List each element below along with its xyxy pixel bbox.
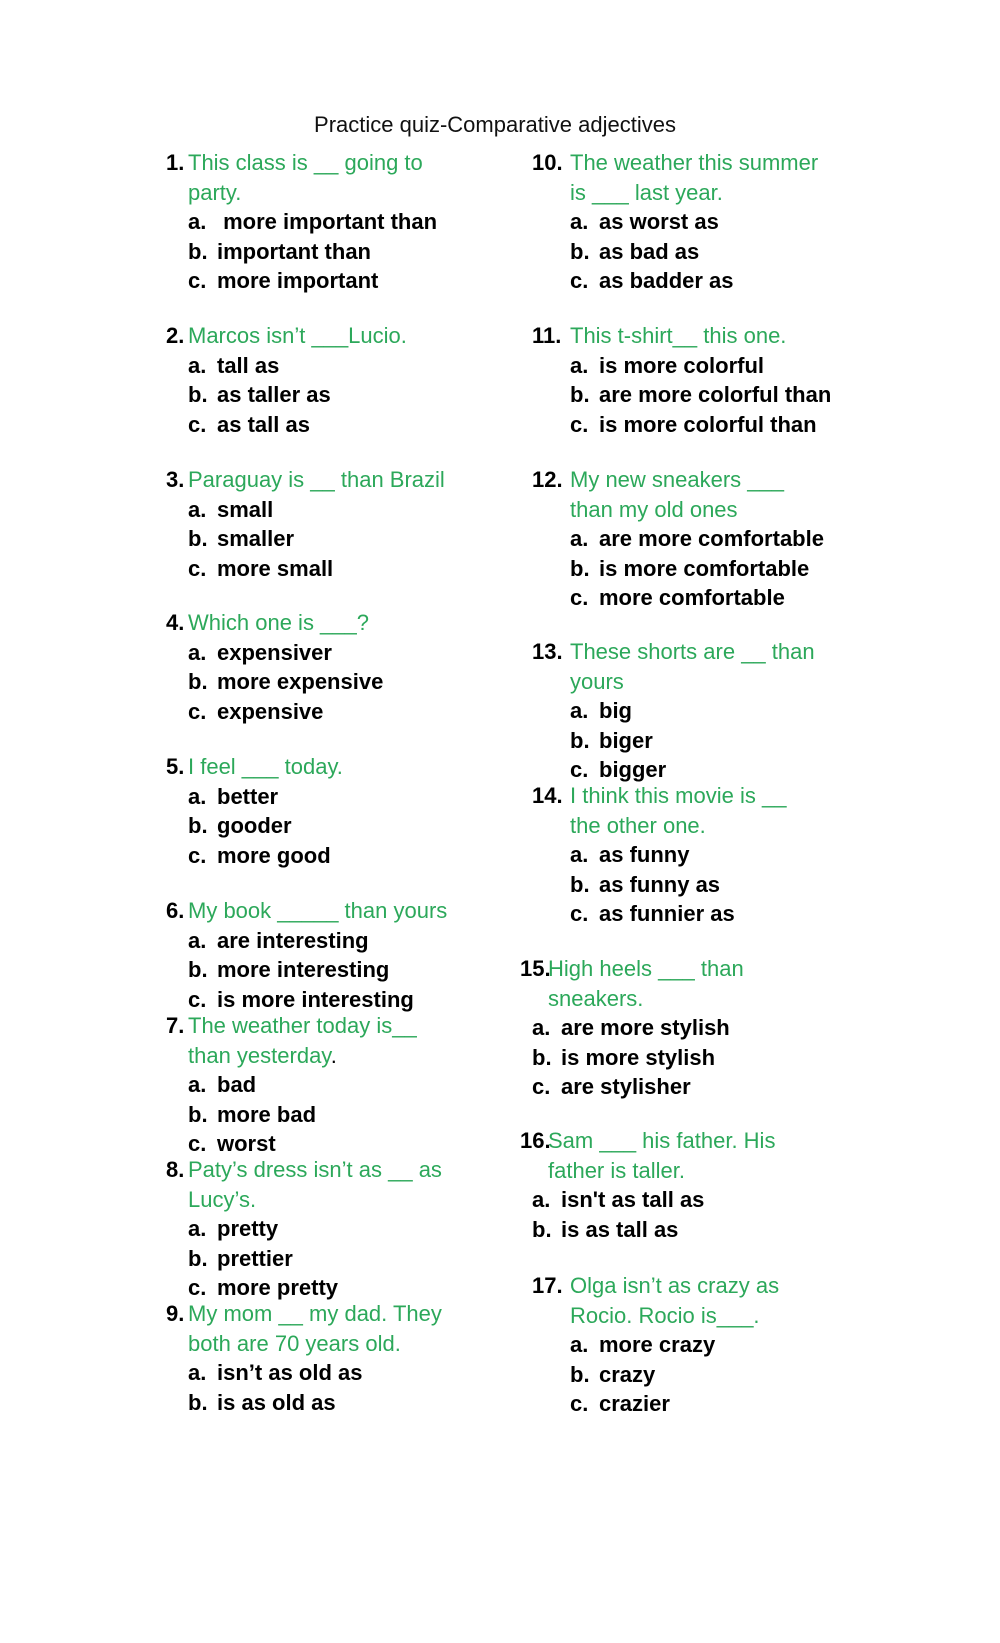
question-14 bbox=[532, 781, 786, 929]
question-number: 10. bbox=[532, 150, 563, 175]
option-text: bigger bbox=[599, 757, 667, 782]
question-stem-line bbox=[166, 608, 383, 638]
option-text: is as old as bbox=[217, 1389, 336, 1415]
option-text: gooder bbox=[217, 813, 292, 838]
question-stem-line bbox=[166, 1329, 442, 1359]
option-letter: c. bbox=[188, 986, 207, 1012]
question-number: 9. bbox=[166, 1301, 185, 1326]
option-letter: a. bbox=[570, 842, 589, 867]
option-letter: a. bbox=[570, 526, 589, 551]
option-text: as funnier as bbox=[599, 901, 735, 926]
question-stem-text: than my old ones bbox=[570, 496, 738, 522]
answer-option-c[interactable] bbox=[532, 1072, 744, 1102]
question-15 bbox=[520, 954, 744, 1102]
question-number: 16. bbox=[520, 1128, 551, 1153]
answer-option-c[interactable] bbox=[532, 583, 824, 613]
answer-option-c[interactable] bbox=[166, 985, 447, 1015]
option-text: isn’t as old as bbox=[217, 1360, 363, 1385]
option-letter: b. bbox=[570, 238, 590, 264]
answer-option-b[interactable] bbox=[532, 380, 831, 410]
answer-option-b[interactable] bbox=[532, 237, 818, 267]
option-letter: a. bbox=[570, 698, 589, 723]
option-text: more bad bbox=[217, 1101, 317, 1127]
question-4 bbox=[166, 608, 383, 726]
question-stem-text: sneakers. bbox=[548, 985, 644, 1011]
option-text: more good bbox=[217, 842, 331, 868]
question-stem-text: This t-shirt__ this one. bbox=[570, 323, 787, 348]
question-stem-text: These shorts are __ than bbox=[570, 639, 815, 664]
question-stem-text: yours bbox=[570, 668, 624, 694]
answer-option-b[interactable] bbox=[166, 237, 437, 267]
question-11 bbox=[532, 321, 831, 439]
answer-option-a[interactable] bbox=[166, 1070, 417, 1100]
option-letter: c. bbox=[570, 901, 589, 926]
answer-option-b[interactable] bbox=[166, 1388, 442, 1418]
question-1 bbox=[166, 148, 437, 296]
question-stem-line bbox=[532, 1156, 775, 1186]
option-letter: b. bbox=[570, 382, 590, 407]
option-text: more important bbox=[217, 268, 379, 293]
option-letter: b. bbox=[188, 669, 208, 694]
question-stem-text: Sam ___ his father. His bbox=[548, 1128, 776, 1153]
question-stem-line bbox=[166, 1299, 442, 1329]
answer-option-a[interactable] bbox=[532, 1013, 744, 1043]
option-letter: a. bbox=[532, 1187, 551, 1212]
option-letter: b. bbox=[570, 1361, 590, 1387]
question-12 bbox=[532, 465, 824, 613]
answer-option-a[interactable] bbox=[166, 495, 445, 525]
answer-option-a[interactable] bbox=[532, 696, 815, 726]
question-stem-text: father is taller. bbox=[548, 1157, 685, 1183]
option-letter: c. bbox=[570, 757, 589, 782]
question-stem-text: My book _____ than yours bbox=[188, 898, 448, 923]
answer-option-a[interactable] bbox=[532, 1185, 775, 1215]
option-text: big bbox=[599, 698, 632, 723]
option-text: isn't as tall as bbox=[561, 1187, 705, 1212]
option-text: as tall as bbox=[217, 411, 310, 437]
question-stem-line bbox=[166, 465, 445, 495]
option-text: more crazy bbox=[599, 1332, 716, 1357]
question-stem-text: is ___ last year. bbox=[570, 179, 723, 205]
option-letter: a. bbox=[570, 209, 589, 234]
option-letter: b. bbox=[188, 957, 208, 982]
option-text: are stylisher bbox=[561, 1074, 691, 1099]
option-text: better bbox=[217, 783, 279, 809]
question-stem-line bbox=[532, 984, 744, 1014]
answer-option-b[interactable] bbox=[166, 811, 343, 841]
option-text: more small bbox=[217, 555, 334, 581]
question-number: 5. bbox=[166, 754, 185, 779]
answer-option-a[interactable] bbox=[532, 840, 786, 870]
option-letter: a. bbox=[188, 1216, 207, 1241]
answer-option-a[interactable] bbox=[532, 351, 831, 381]
answer-option-a[interactable] bbox=[532, 524, 824, 554]
option-letter: c. bbox=[570, 411, 589, 437]
question-stem-text: The weather this summer bbox=[570, 150, 819, 175]
option-letter: c. bbox=[188, 1275, 207, 1300]
question-stem-line bbox=[166, 1041, 417, 1071]
option-letter: a. bbox=[188, 1360, 207, 1385]
question-stem-line bbox=[166, 1011, 417, 1041]
question-stem-line bbox=[166, 321, 407, 351]
option-letter: b. bbox=[188, 1245, 208, 1271]
question-stem-line bbox=[166, 1185, 442, 1215]
question-number: 13. bbox=[532, 639, 563, 664]
option-text: expensive bbox=[217, 698, 324, 724]
option-text: tall as bbox=[217, 352, 280, 378]
question-number: 14. bbox=[532, 783, 563, 808]
option-letter: a. bbox=[532, 1015, 551, 1040]
answer-option-c[interactable] bbox=[166, 554, 445, 584]
answer-option-b[interactable] bbox=[166, 1244, 442, 1274]
option-text: small bbox=[217, 496, 274, 522]
option-text: crazy bbox=[599, 1361, 656, 1387]
answer-option-a[interactable] bbox=[166, 782, 343, 812]
answer-option-a[interactable] bbox=[532, 1330, 779, 1360]
question-17 bbox=[532, 1271, 779, 1419]
question-number: 2. bbox=[166, 323, 185, 348]
option-text: worst bbox=[217, 1131, 276, 1156]
answer-option-a[interactable] bbox=[166, 1358, 442, 1388]
option-text: as taller as bbox=[217, 382, 331, 407]
question-stem-line bbox=[166, 178, 437, 208]
option-text: are more comfortable bbox=[599, 526, 824, 551]
option-letter: c. bbox=[570, 585, 589, 610]
answer-option-a[interactable] bbox=[166, 926, 447, 956]
option-text: as funny as bbox=[599, 871, 721, 897]
option-text: expensiver bbox=[217, 639, 332, 665]
answer-option-b[interactable] bbox=[532, 726, 815, 756]
option-letter: b. bbox=[188, 526, 208, 551]
answer-option-b[interactable] bbox=[532, 554, 824, 584]
option-text: more comfortable bbox=[599, 585, 785, 610]
answer-option-c[interactable] bbox=[532, 1389, 779, 1419]
option-text: more interesting bbox=[217, 957, 390, 982]
question-stem-text: High heels ___ than bbox=[548, 956, 744, 981]
answer-option-b[interactable] bbox=[166, 667, 383, 697]
answer-option-c[interactable] bbox=[166, 697, 383, 727]
option-text: is more colorful bbox=[599, 352, 765, 378]
answer-option-b[interactable] bbox=[532, 1043, 744, 1073]
question-stem-line bbox=[532, 148, 818, 178]
option-letter: b. bbox=[188, 1101, 208, 1127]
question-stem-text: I think this movie is __ bbox=[570, 783, 787, 808]
option-text: smaller bbox=[217, 526, 295, 551]
option-letter: a. bbox=[570, 352, 589, 378]
option-text: is more interesting bbox=[217, 986, 414, 1012]
answer-option-a[interactable] bbox=[532, 207, 818, 237]
answer-option-c[interactable] bbox=[532, 266, 818, 296]
question-stem-text: Olga isn’t as crazy as bbox=[570, 1273, 780, 1298]
option-letter: c. bbox=[188, 698, 207, 724]
question-number: 6. bbox=[166, 898, 185, 923]
answer-option-a[interactable] bbox=[166, 207, 437, 237]
option-text: more important than bbox=[217, 209, 438, 234]
question-stem-text: Paraguay is __ than Brazil bbox=[188, 467, 445, 492]
answer-option-a[interactable] bbox=[166, 351, 407, 381]
question-stem-text: The weather today is__ bbox=[188, 1013, 417, 1038]
answer-option-c[interactable] bbox=[166, 410, 407, 440]
option-letter: c. bbox=[188, 555, 207, 581]
option-text: is more comfortable bbox=[599, 555, 810, 581]
question-stem-text: I feel ___ today. bbox=[188, 754, 343, 779]
question-stem-line bbox=[532, 1271, 779, 1301]
question-stem-line bbox=[532, 954, 744, 984]
answer-option-c[interactable] bbox=[532, 410, 831, 440]
question-13 bbox=[532, 637, 815, 785]
option-text: bad bbox=[217, 1072, 257, 1097]
option-text: biger bbox=[599, 727, 653, 753]
question-stem-text: Marcos isn’t ___Lucio. bbox=[188, 323, 407, 348]
option-text: are more colorful than bbox=[599, 382, 832, 407]
answer-option-b[interactable] bbox=[166, 955, 447, 985]
question-8 bbox=[166, 1155, 442, 1303]
answer-option-b[interactable] bbox=[532, 1360, 779, 1390]
option-text: prettier bbox=[217, 1245, 293, 1271]
option-letter: c. bbox=[188, 842, 207, 868]
question-stem-line bbox=[532, 321, 831, 351]
option-letter: b. bbox=[188, 1389, 208, 1415]
answer-option-a[interactable] bbox=[166, 1214, 442, 1244]
option-letter: b. bbox=[532, 1216, 552, 1242]
option-text: pretty bbox=[217, 1216, 279, 1241]
option-letter: b. bbox=[570, 871, 590, 897]
option-letter: c. bbox=[570, 1391, 589, 1416]
question-number: 4. bbox=[166, 610, 185, 635]
option-letter: b. bbox=[188, 238, 208, 264]
question-stem-line bbox=[532, 178, 818, 208]
question-number: 11. bbox=[532, 323, 562, 348]
question-2 bbox=[166, 321, 407, 439]
answer-option-c[interactable] bbox=[166, 266, 437, 296]
option-text: crazier bbox=[599, 1391, 670, 1416]
answer-option-b[interactable] bbox=[166, 524, 445, 554]
question-number: 1. bbox=[166, 150, 185, 175]
question-stem-line bbox=[532, 781, 786, 811]
question-stem-line bbox=[166, 752, 343, 782]
question-stem-line bbox=[532, 637, 815, 667]
question-number: 15. bbox=[520, 956, 551, 981]
option-letter: a. bbox=[188, 783, 207, 809]
question-7 bbox=[166, 1011, 417, 1159]
question-6 bbox=[166, 896, 447, 1014]
option-text: more expensive bbox=[217, 669, 384, 694]
option-letter: c. bbox=[188, 1131, 207, 1156]
option-text: as funny bbox=[599, 842, 690, 867]
question-number: 17. bbox=[532, 1273, 563, 1298]
question-stem-line bbox=[532, 495, 824, 525]
option-letter: b. bbox=[188, 382, 208, 407]
question-3 bbox=[166, 465, 445, 583]
question-10 bbox=[532, 148, 818, 296]
question-stem-text: party. bbox=[188, 179, 242, 205]
page-title: Practice quiz-Comparative adjectives bbox=[314, 112, 676, 137]
question-stem-line bbox=[532, 465, 824, 495]
question-stem-text: the other one. bbox=[570, 812, 706, 838]
question-number: 7. bbox=[166, 1013, 185, 1038]
stem-suffix: . bbox=[330, 1042, 337, 1068]
question-stem-line bbox=[532, 667, 815, 697]
option-letter: c. bbox=[188, 268, 207, 293]
answer-option-a[interactable] bbox=[166, 638, 383, 668]
option-letter: a. bbox=[188, 209, 207, 234]
question-stem-text: This class is __ going to bbox=[188, 150, 423, 175]
option-text: are more stylish bbox=[561, 1015, 730, 1040]
answer-option-b[interactable] bbox=[532, 870, 786, 900]
option-letter: a. bbox=[188, 496, 207, 522]
option-letter: a. bbox=[570, 1332, 589, 1357]
answer-option-c[interactable] bbox=[532, 899, 786, 929]
option-text: is more colorful than bbox=[599, 411, 817, 437]
question-stem-text: My new sneakers ___ bbox=[570, 467, 784, 492]
option-letter: c. bbox=[570, 268, 589, 293]
question-5 bbox=[166, 752, 343, 870]
question-stem-text: both are 70 years old. bbox=[188, 1330, 401, 1356]
answer-option-c[interactable] bbox=[166, 841, 343, 871]
question-stem-line bbox=[166, 148, 437, 178]
question-stem-line bbox=[532, 1126, 775, 1156]
option-letter: a. bbox=[188, 352, 207, 378]
option-letter: b. bbox=[188, 813, 208, 838]
option-text: are interesting bbox=[217, 927, 369, 953]
question-stem-text: Which one is ___? bbox=[188, 610, 369, 635]
question-stem-text: Paty’s dress isn’t as __ as bbox=[188, 1157, 442, 1182]
question-stem-text: Rocio. Rocio is___. bbox=[570, 1302, 760, 1328]
question-number: 8. bbox=[166, 1157, 185, 1182]
question-stem-text: Lucy’s. bbox=[188, 1186, 257, 1212]
option-text: is as tall as bbox=[561, 1216, 679, 1242]
option-letter: b. bbox=[532, 1044, 552, 1070]
option-text: as worst as bbox=[599, 209, 719, 234]
question-stem-line bbox=[532, 811, 786, 841]
question-stem-line bbox=[532, 1301, 779, 1331]
question-stem-text: My mom __ my dad. They bbox=[188, 1301, 442, 1326]
option-letter: a. bbox=[188, 1072, 207, 1097]
option-text: more pretty bbox=[217, 1275, 339, 1300]
question-16 bbox=[520, 1126, 776, 1244]
option-text: important than bbox=[217, 238, 371, 264]
option-letter: a. bbox=[188, 927, 207, 953]
option-letter: b. bbox=[570, 555, 590, 581]
option-letter: a. bbox=[188, 639, 207, 665]
option-text: as bad as bbox=[599, 238, 700, 264]
option-letter: c. bbox=[188, 411, 207, 437]
question-9 bbox=[166, 1299, 442, 1417]
question-number: 3. bbox=[166, 467, 185, 492]
option-letter: b. bbox=[570, 727, 590, 753]
question-number: 12. bbox=[532, 467, 563, 492]
question-stem-line bbox=[166, 1155, 442, 1185]
option-text: is more stylish bbox=[561, 1044, 716, 1070]
question-stem-line bbox=[166, 896, 447, 926]
option-text: as badder as bbox=[599, 268, 734, 293]
question-stem-text: than yesterday bbox=[188, 1042, 331, 1068]
answer-option-b[interactable] bbox=[532, 1215, 775, 1245]
answer-option-b[interactable] bbox=[166, 1100, 417, 1130]
answer-option-b[interactable] bbox=[166, 380, 407, 410]
option-letter: c. bbox=[532, 1074, 551, 1099]
